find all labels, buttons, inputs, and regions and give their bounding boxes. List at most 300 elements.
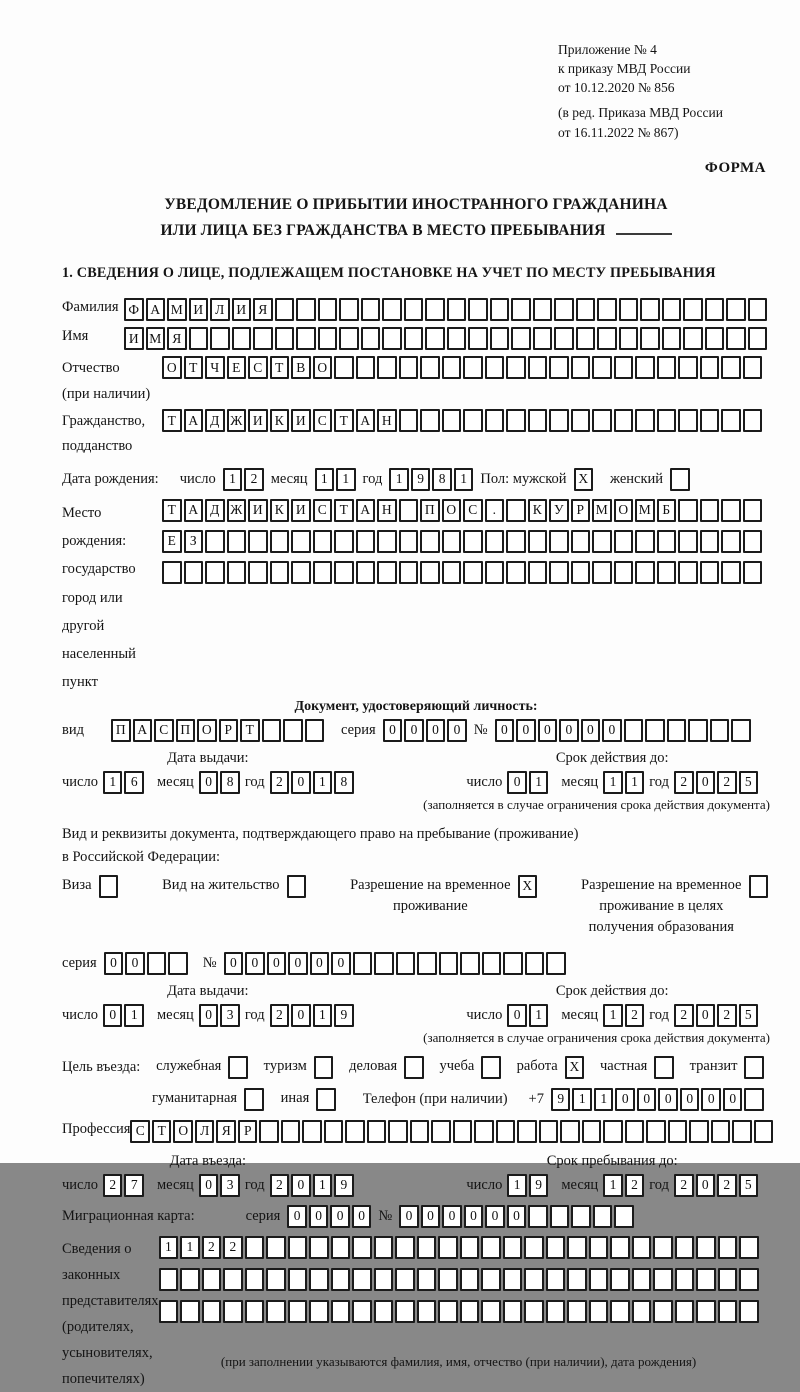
form-cell[interactable] [549,409,569,432]
form-cell[interactable]: Ф [124,298,144,321]
form-cell[interactable] [481,1268,501,1291]
purpose-other-checkbox[interactable] [316,1088,336,1111]
form-cell[interactable] [180,1268,200,1291]
form-cell[interactable] [417,1268,437,1291]
form-cell[interactable] [374,1300,394,1323]
form-cell[interactable] [210,327,230,350]
form-cell[interactable] [662,298,682,321]
form-cell[interactable] [511,298,531,321]
form-cell[interactable] [550,1205,570,1228]
form-cell[interactable] [533,327,553,350]
form-cell[interactable]: З [184,530,204,553]
form-cell[interactable] [675,1236,695,1259]
form-cell[interactable] [678,356,698,379]
form-cell[interactable]: С [463,499,483,522]
form-cell[interactable] [399,356,419,379]
form-cell[interactable]: И [291,499,311,522]
form-cell[interactable] [503,952,523,975]
form-cell[interactable]: О [173,1120,193,1143]
form-cell[interactable]: 8 [334,771,354,794]
form-cell[interactable]: Л [195,1120,215,1143]
form-cell[interactable] [270,561,290,584]
purpose-tourism-checkbox[interactable] [314,1056,334,1079]
form-cell[interactable] [721,530,741,553]
form-cell[interactable] [711,1120,731,1143]
form-cell[interactable]: 2 [717,1004,737,1027]
form-cell[interactable]: 1 [603,1174,623,1197]
form-cell[interactable]: И [291,409,311,432]
form-cell[interactable] [248,530,268,553]
form-cell[interactable]: 7 [124,1174,144,1197]
form-cell[interactable]: К [270,409,290,432]
form-cell[interactable] [506,530,526,553]
form-cell[interactable] [288,1236,308,1259]
form-cell[interactable]: 0 [464,1205,484,1228]
form-cell[interactable] [438,1300,458,1323]
form-cell[interactable] [356,561,376,584]
form-cell[interactable] [481,1300,501,1323]
form-cell[interactable] [524,1236,544,1259]
form-cell[interactable]: И [189,298,209,321]
form-cell[interactable] [453,1120,473,1143]
form-cell[interactable]: 0 [701,1088,721,1111]
form-cell[interactable] [223,1300,243,1323]
form-cell[interactable] [743,530,763,553]
form-cell[interactable] [331,1236,351,1259]
form-cell[interactable] [367,1120,387,1143]
form-cell[interactable]: 0 [637,1088,657,1111]
form-cell[interactable]: 1 [159,1236,179,1259]
form-cell[interactable]: 0 [352,1205,372,1228]
form-cell[interactable] [356,530,376,553]
form-cell[interactable]: 0 [507,1004,527,1027]
form-cell[interactable]: Т [334,409,354,432]
form-cell[interactable]: 5 [739,1004,759,1027]
form-cell[interactable]: Н [377,499,397,522]
form-cell[interactable]: 1 [315,468,335,491]
form-cell[interactable]: И [124,327,144,350]
form-cell[interactable] [275,327,295,350]
form-cell[interactable] [632,1236,652,1259]
form-cell[interactable] [743,499,763,522]
form-cell[interactable] [439,952,459,975]
form-cell[interactable] [425,327,445,350]
form-cell[interactable] [546,1236,566,1259]
form-cell[interactable]: Р [238,1120,258,1143]
form-cell[interactable] [248,561,268,584]
form-cell[interactable] [635,409,655,432]
form-cell[interactable] [159,1268,179,1291]
form-cell[interactable] [324,1120,344,1143]
form-cell[interactable] [189,327,209,350]
form-cell[interactable] [571,1205,591,1228]
form-cell[interactable] [524,1300,544,1323]
form-cell[interactable] [361,327,381,350]
form-cell[interactable]: 0 [581,719,601,742]
purpose-humanitarian-checkbox[interactable] [244,1088,264,1111]
purpose-transit-checkbox[interactable] [744,1056,764,1079]
form-cell[interactable]: 2 [625,1174,645,1197]
form-cell[interactable] [632,1300,652,1323]
form-cell[interactable]: 0 [125,952,145,975]
form-cell[interactable]: Т [162,409,182,432]
form-cell[interactable]: 1 [507,1174,527,1197]
form-cell[interactable] [726,298,746,321]
form-cell[interactable] [506,409,526,432]
form-cell[interactable]: Р [219,719,239,742]
form-cell[interactable]: 2 [625,1004,645,1027]
form-cell[interactable] [420,561,440,584]
sex-male-checkbox[interactable]: X [574,468,594,491]
form-cell[interactable] [382,298,402,321]
form-cell[interactable] [485,530,505,553]
form-cell[interactable]: 9 [529,1174,549,1197]
form-cell[interactable] [576,298,596,321]
form-cell[interactable] [739,1236,759,1259]
form-cell[interactable] [382,327,402,350]
form-cell[interactable] [184,561,204,584]
form-cell[interactable] [460,952,480,975]
form-cell[interactable]: 2 [674,771,694,794]
form-cell[interactable] [619,327,639,350]
form-cell[interactable]: 2 [717,771,737,794]
form-cell[interactable] [266,1300,286,1323]
form-cell[interactable] [205,561,225,584]
form-cell[interactable] [463,409,483,432]
form-cell[interactable] [245,1236,265,1259]
form-cell[interactable]: Д [205,409,225,432]
form-cell[interactable] [754,1120,774,1143]
form-cell[interactable] [442,409,462,432]
form-cell[interactable] [748,327,768,350]
form-cell[interactable] [309,1300,329,1323]
form-cell[interactable] [696,1236,716,1259]
form-cell[interactable] [352,1236,372,1259]
form-cell[interactable]: Е [227,356,247,379]
form-cell[interactable] [270,530,290,553]
form-cell[interactable] [678,499,698,522]
form-cell[interactable]: С [313,499,333,522]
form-cell[interactable]: 0 [447,719,467,742]
form-cell[interactable]: 0 [495,719,515,742]
form-cell[interactable] [571,356,591,379]
form-cell[interactable] [592,356,612,379]
form-cell[interactable]: 0 [658,1088,678,1111]
form-cell[interactable]: 1 [313,1174,333,1197]
form-cell[interactable] [619,298,639,321]
form-cell[interactable] [468,298,488,321]
form-cell[interactable] [592,561,612,584]
form-cell[interactable] [539,1120,559,1143]
form-cell[interactable] [463,530,483,553]
form-cell[interactable] [718,1268,738,1291]
form-cell[interactable]: 3 [220,1174,240,1197]
purpose-study-checkbox[interactable] [481,1056,501,1079]
form-cell[interactable] [506,499,526,522]
form-cell[interactable]: . [485,499,505,522]
form-cell[interactable] [262,719,282,742]
form-cell[interactable] [339,327,359,350]
form-cell[interactable]: 1 [454,468,474,491]
form-cell[interactable]: А [146,298,166,321]
form-cell[interactable]: Р [571,499,591,522]
form-cell[interactable]: 0 [696,1004,716,1027]
form-cell[interactable]: С [130,1120,150,1143]
form-cell[interactable] [678,530,698,553]
form-cell[interactable] [610,1300,630,1323]
form-cell[interactable] [417,1300,437,1323]
form-cell[interactable] [610,1268,630,1291]
form-cell[interactable] [296,298,316,321]
form-cell[interactable] [490,298,510,321]
form-cell[interactable] [721,356,741,379]
form-cell[interactable] [506,561,526,584]
form-cell[interactable]: 2 [674,1174,694,1197]
form-cell[interactable] [721,499,741,522]
form-cell[interactable]: 0 [680,1088,700,1111]
form-cell[interactable]: 0 [696,1174,716,1197]
form-cell[interactable] [732,1120,752,1143]
form-cell[interactable]: 0 [404,719,424,742]
form-cell[interactable]: 1 [313,1004,333,1027]
form-cell[interactable] [640,298,660,321]
form-cell[interactable]: 0 [421,1205,441,1228]
form-cell[interactable] [700,409,720,432]
form-cell[interactable] [718,1236,738,1259]
form-cell[interactable] [571,409,591,432]
form-cell[interactable] [744,1088,764,1111]
form-cell[interactable] [589,1268,609,1291]
form-cell[interactable] [700,530,720,553]
form-cell[interactable] [309,1268,329,1291]
form-cell[interactable]: 9 [551,1088,571,1111]
form-cell[interactable] [662,327,682,350]
form-cell[interactable] [635,530,655,553]
form-cell[interactable]: 2 [270,771,290,794]
form-cell[interactable] [404,327,424,350]
form-cell[interactable]: А [356,499,376,522]
form-cell[interactable] [571,561,591,584]
purpose-official-checkbox[interactable] [228,1056,248,1079]
form-cell[interactable]: 0 [507,771,527,794]
form-cell[interactable] [506,356,526,379]
form-cell[interactable]: 0 [615,1088,635,1111]
purpose-business-checkbox[interactable] [404,1056,424,1079]
form-cell[interactable] [657,356,677,379]
form-cell[interactable] [266,1236,286,1259]
form-cell[interactable] [275,298,295,321]
form-cell[interactable] [296,327,316,350]
form-cell[interactable]: 0 [199,771,219,794]
form-cell[interactable] [388,1120,408,1143]
form-cell[interactable] [576,327,596,350]
form-cell[interactable] [356,356,376,379]
form-cell[interactable]: 9 [334,1004,354,1027]
form-cell[interactable]: 0 [602,719,622,742]
form-cell[interactable] [374,1268,394,1291]
form-cell[interactable] [739,1300,759,1323]
form-cell[interactable]: 0 [104,952,124,975]
form-cell[interactable] [245,1300,265,1323]
form-cell[interactable] [447,327,467,350]
form-cell[interactable]: Т [152,1120,172,1143]
form-cell[interactable]: Т [184,356,204,379]
form-cell[interactable]: 0 [309,1205,329,1228]
form-cell[interactable]: 2 [270,1174,290,1197]
form-cell[interactable] [496,1120,516,1143]
form-cell[interactable] [202,1300,222,1323]
form-cell[interactable] [731,719,751,742]
form-cell[interactable]: 0 [538,719,558,742]
form-cell[interactable] [399,530,419,553]
form-cell[interactable] [417,1236,437,1259]
form-cell[interactable] [420,409,440,432]
form-cell[interactable]: Т [334,499,354,522]
form-cell[interactable] [305,719,325,742]
form-cell[interactable] [420,356,440,379]
form-cell[interactable] [485,561,505,584]
form-cell[interactable] [291,561,311,584]
form-cell[interactable] [159,1300,179,1323]
form-cell[interactable] [549,356,569,379]
form-cell[interactable] [168,952,188,975]
form-cell[interactable] [395,1236,415,1259]
form-cell[interactable] [511,327,531,350]
form-cell[interactable]: А [184,409,204,432]
form-cell[interactable] [635,561,655,584]
form-cell[interactable]: Т [162,499,182,522]
form-cell[interactable] [377,561,397,584]
form-cell[interactable] [554,327,574,350]
form-cell[interactable]: 8 [220,771,240,794]
form-cell[interactable] [696,1300,716,1323]
form-cell[interactable]: 2 [202,1236,222,1259]
form-cell[interactable] [657,409,677,432]
form-cell[interactable] [675,1268,695,1291]
form-cell[interactable] [632,1268,652,1291]
form-cell[interactable] [485,409,505,432]
form-cell[interactable] [463,356,483,379]
form-cell[interactable]: М [167,298,187,321]
residence-permit-checkbox[interactable] [287,875,307,898]
form-cell[interactable]: 0 [267,952,287,975]
form-cell[interactable] [524,1268,544,1291]
form-cell[interactable] [743,356,763,379]
form-cell[interactable]: 0 [559,719,579,742]
form-cell[interactable] [345,1120,365,1143]
form-cell[interactable]: 0 [291,771,311,794]
form-cell[interactable] [657,561,677,584]
form-cell[interactable]: 1 [603,1004,623,1027]
form-cell[interactable]: В [291,356,311,379]
purpose-private-checkbox[interactable] [654,1056,674,1079]
form-cell[interactable] [683,327,703,350]
form-cell[interactable]: Я [253,298,273,321]
form-cell[interactable] [675,1300,695,1323]
form-cell[interactable] [688,719,708,742]
form-cell[interactable] [678,561,698,584]
form-cell[interactable] [460,1300,480,1323]
form-cell[interactable] [597,327,617,350]
form-cell[interactable]: 1 [572,1088,592,1111]
form-cell[interactable] [377,356,397,379]
form-cell[interactable] [646,1120,666,1143]
form-cell[interactable] [705,298,725,321]
form-cell[interactable] [205,530,225,553]
form-cell[interactable] [309,1236,329,1259]
form-cell[interactable]: 1 [625,771,645,794]
form-cell[interactable]: У [549,499,569,522]
form-cell[interactable] [377,530,397,553]
form-cell[interactable] [503,1236,523,1259]
form-cell[interactable]: 0 [224,952,244,975]
form-cell[interactable]: Ж [227,409,247,432]
form-cell[interactable] [288,1268,308,1291]
form-cell[interactable]: С [248,356,268,379]
form-cell[interactable] [399,409,419,432]
form-cell[interactable] [361,298,381,321]
form-cell[interactable]: К [528,499,548,522]
form-cell[interactable] [334,530,354,553]
form-cell[interactable]: А [133,719,153,742]
form-cell[interactable] [399,561,419,584]
form-cell[interactable] [463,561,483,584]
form-cell[interactable]: 1 [336,468,356,491]
form-cell[interactable] [603,1120,623,1143]
form-cell[interactable]: О [162,356,182,379]
form-cell[interactable]: О [313,356,333,379]
form-cell[interactable]: 5 [739,1174,759,1197]
form-cell[interactable]: 0 [383,719,403,742]
form-cell[interactable] [610,1236,630,1259]
form-cell[interactable]: 0 [426,719,446,742]
form-cell[interactable]: 3 [220,1004,240,1027]
form-cell[interactable]: Ж [227,499,247,522]
edu-permit-checkbox[interactable] [749,875,769,898]
form-cell[interactable]: П [420,499,440,522]
form-cell[interactable]: 0 [442,1205,462,1228]
form-cell[interactable]: 1 [180,1236,200,1259]
form-cell[interactable]: 1 [103,771,123,794]
form-cell[interactable] [624,719,644,742]
form-cell[interactable] [232,327,252,350]
form-cell[interactable] [485,356,505,379]
form-cell[interactable] [567,1236,587,1259]
form-cell[interactable] [700,499,720,522]
form-cell[interactable] [528,561,548,584]
form-cell[interactable] [399,499,419,522]
form-cell[interactable] [253,327,273,350]
form-cell[interactable]: С [313,409,333,432]
form-cell[interactable] [546,1268,566,1291]
form-cell[interactable] [438,1236,458,1259]
form-cell[interactable] [395,1268,415,1291]
form-cell[interactable]: 5 [739,771,759,794]
form-cell[interactable]: С [154,719,174,742]
form-cell[interactable] [721,409,741,432]
form-cell[interactable]: М [635,499,655,522]
form-cell[interactable] [743,561,763,584]
form-cell[interactable] [438,1268,458,1291]
form-cell[interactable] [653,1268,673,1291]
form-cell[interactable]: Я [167,327,187,350]
form-cell[interactable]: 9 [334,1174,354,1197]
form-cell[interactable] [667,719,687,742]
form-cell[interactable] [614,356,634,379]
form-cell[interactable] [259,1120,279,1143]
form-cell[interactable] [705,327,725,350]
form-cell[interactable]: 1 [124,1004,144,1027]
